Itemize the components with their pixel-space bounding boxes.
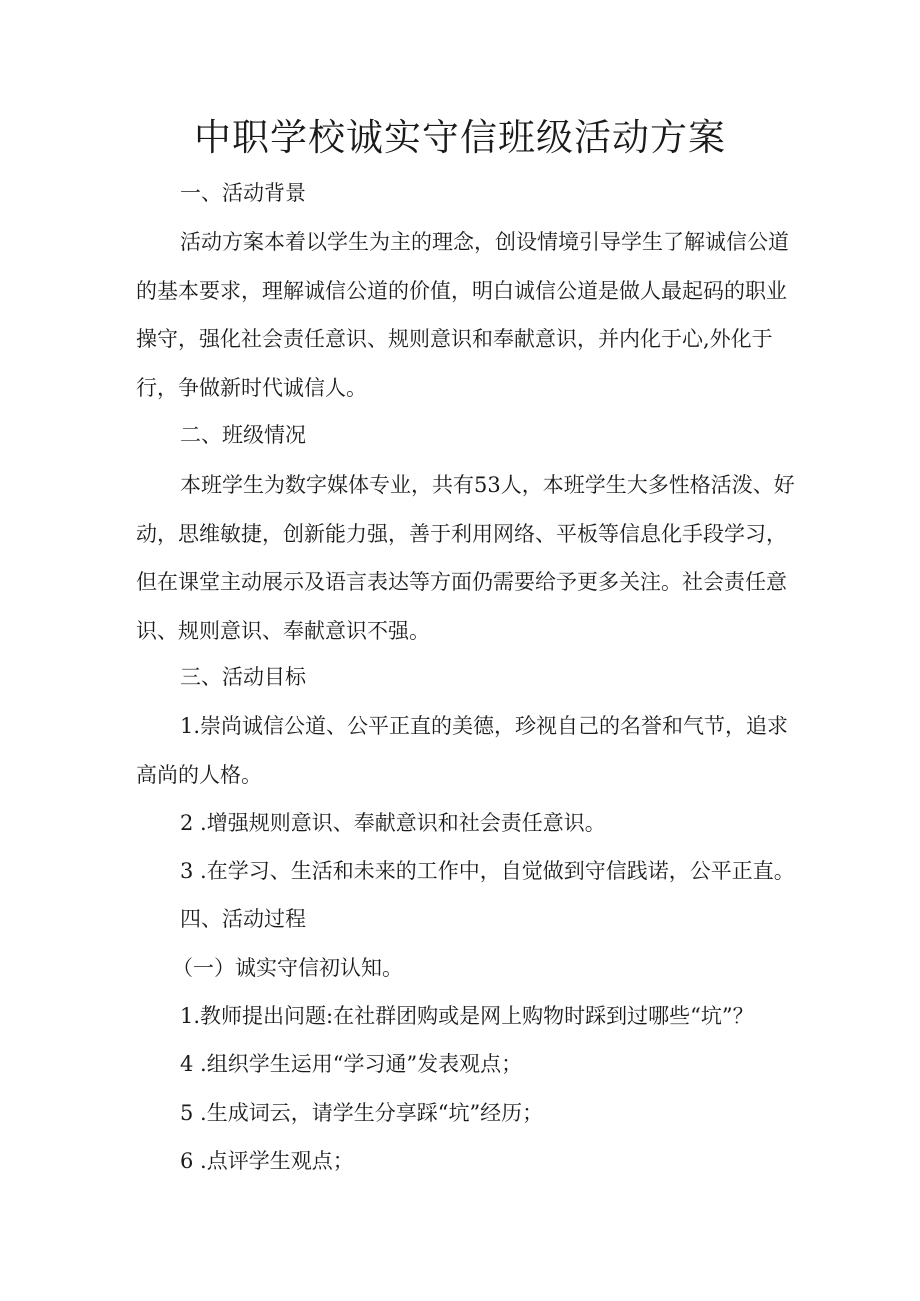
goal-item-1: 1.崇尚诚信公道、公平正直的美德，珍视自己的名誉和气节，追求高尚的人格。 — [136, 714, 789, 787]
background-paragraph: 活动方案本着以学生为主的理念，创设情境引导学生了解诚信公道的基本要求，理解诚信公道的价值，明白诚信公道是做人最起码的职业操守，强化社会责任意识、规则意识和奉献意识，并内化于心,外化于行，争做新时代诚信人。 — [136, 230, 789, 400]
class-situation-paragraph: 本班学生为数字媒体专业，共有53人，本班学生大多性格活泼、好动，思维敏捷，创新能力强，善于利用网络、平板等信息化手段学习，但在课堂主动展示及语言表达等方面仍需要给予更多关注。社会责任意识、规则意识、奉献意识不强。 — [136, 473, 795, 643]
process-subheading: （一）诚实守信初认知。 — [172, 956, 403, 980]
process-step-5: 5 .生成词云，请学生分享踩“坑”经历； — [180, 1101, 544, 1125]
process-step-6: 6 .点评学生观点； — [180, 1149, 354, 1173]
goal-item-2: 2 .增强规则意识、奉献意识和社会责任意识。 — [180, 811, 606, 835]
section-heading-goals: 三、活动目标 — [180, 665, 306, 689]
section-heading-background: 一、活动背景 — [180, 181, 306, 205]
document-title: 中职学校诚实守信班级活动方案 — [194, 116, 726, 159]
section-heading-process: 四、活动过程 — [180, 907, 306, 931]
process-step-4: 4 .组织学生运用“学习通”发表观点； — [180, 1052, 523, 1076]
section-heading-class-situation: 二、班级情况 — [180, 423, 306, 447]
goal-item-3: 3 .在学习、生活和未来的工作中，自觉做到守信践诺，公平正直。 — [180, 859, 795, 883]
process-step-1: 1.教师提出问题:在社群团购或是网上购物时踩到过哪些“坑”？ — [180, 1004, 754, 1028]
